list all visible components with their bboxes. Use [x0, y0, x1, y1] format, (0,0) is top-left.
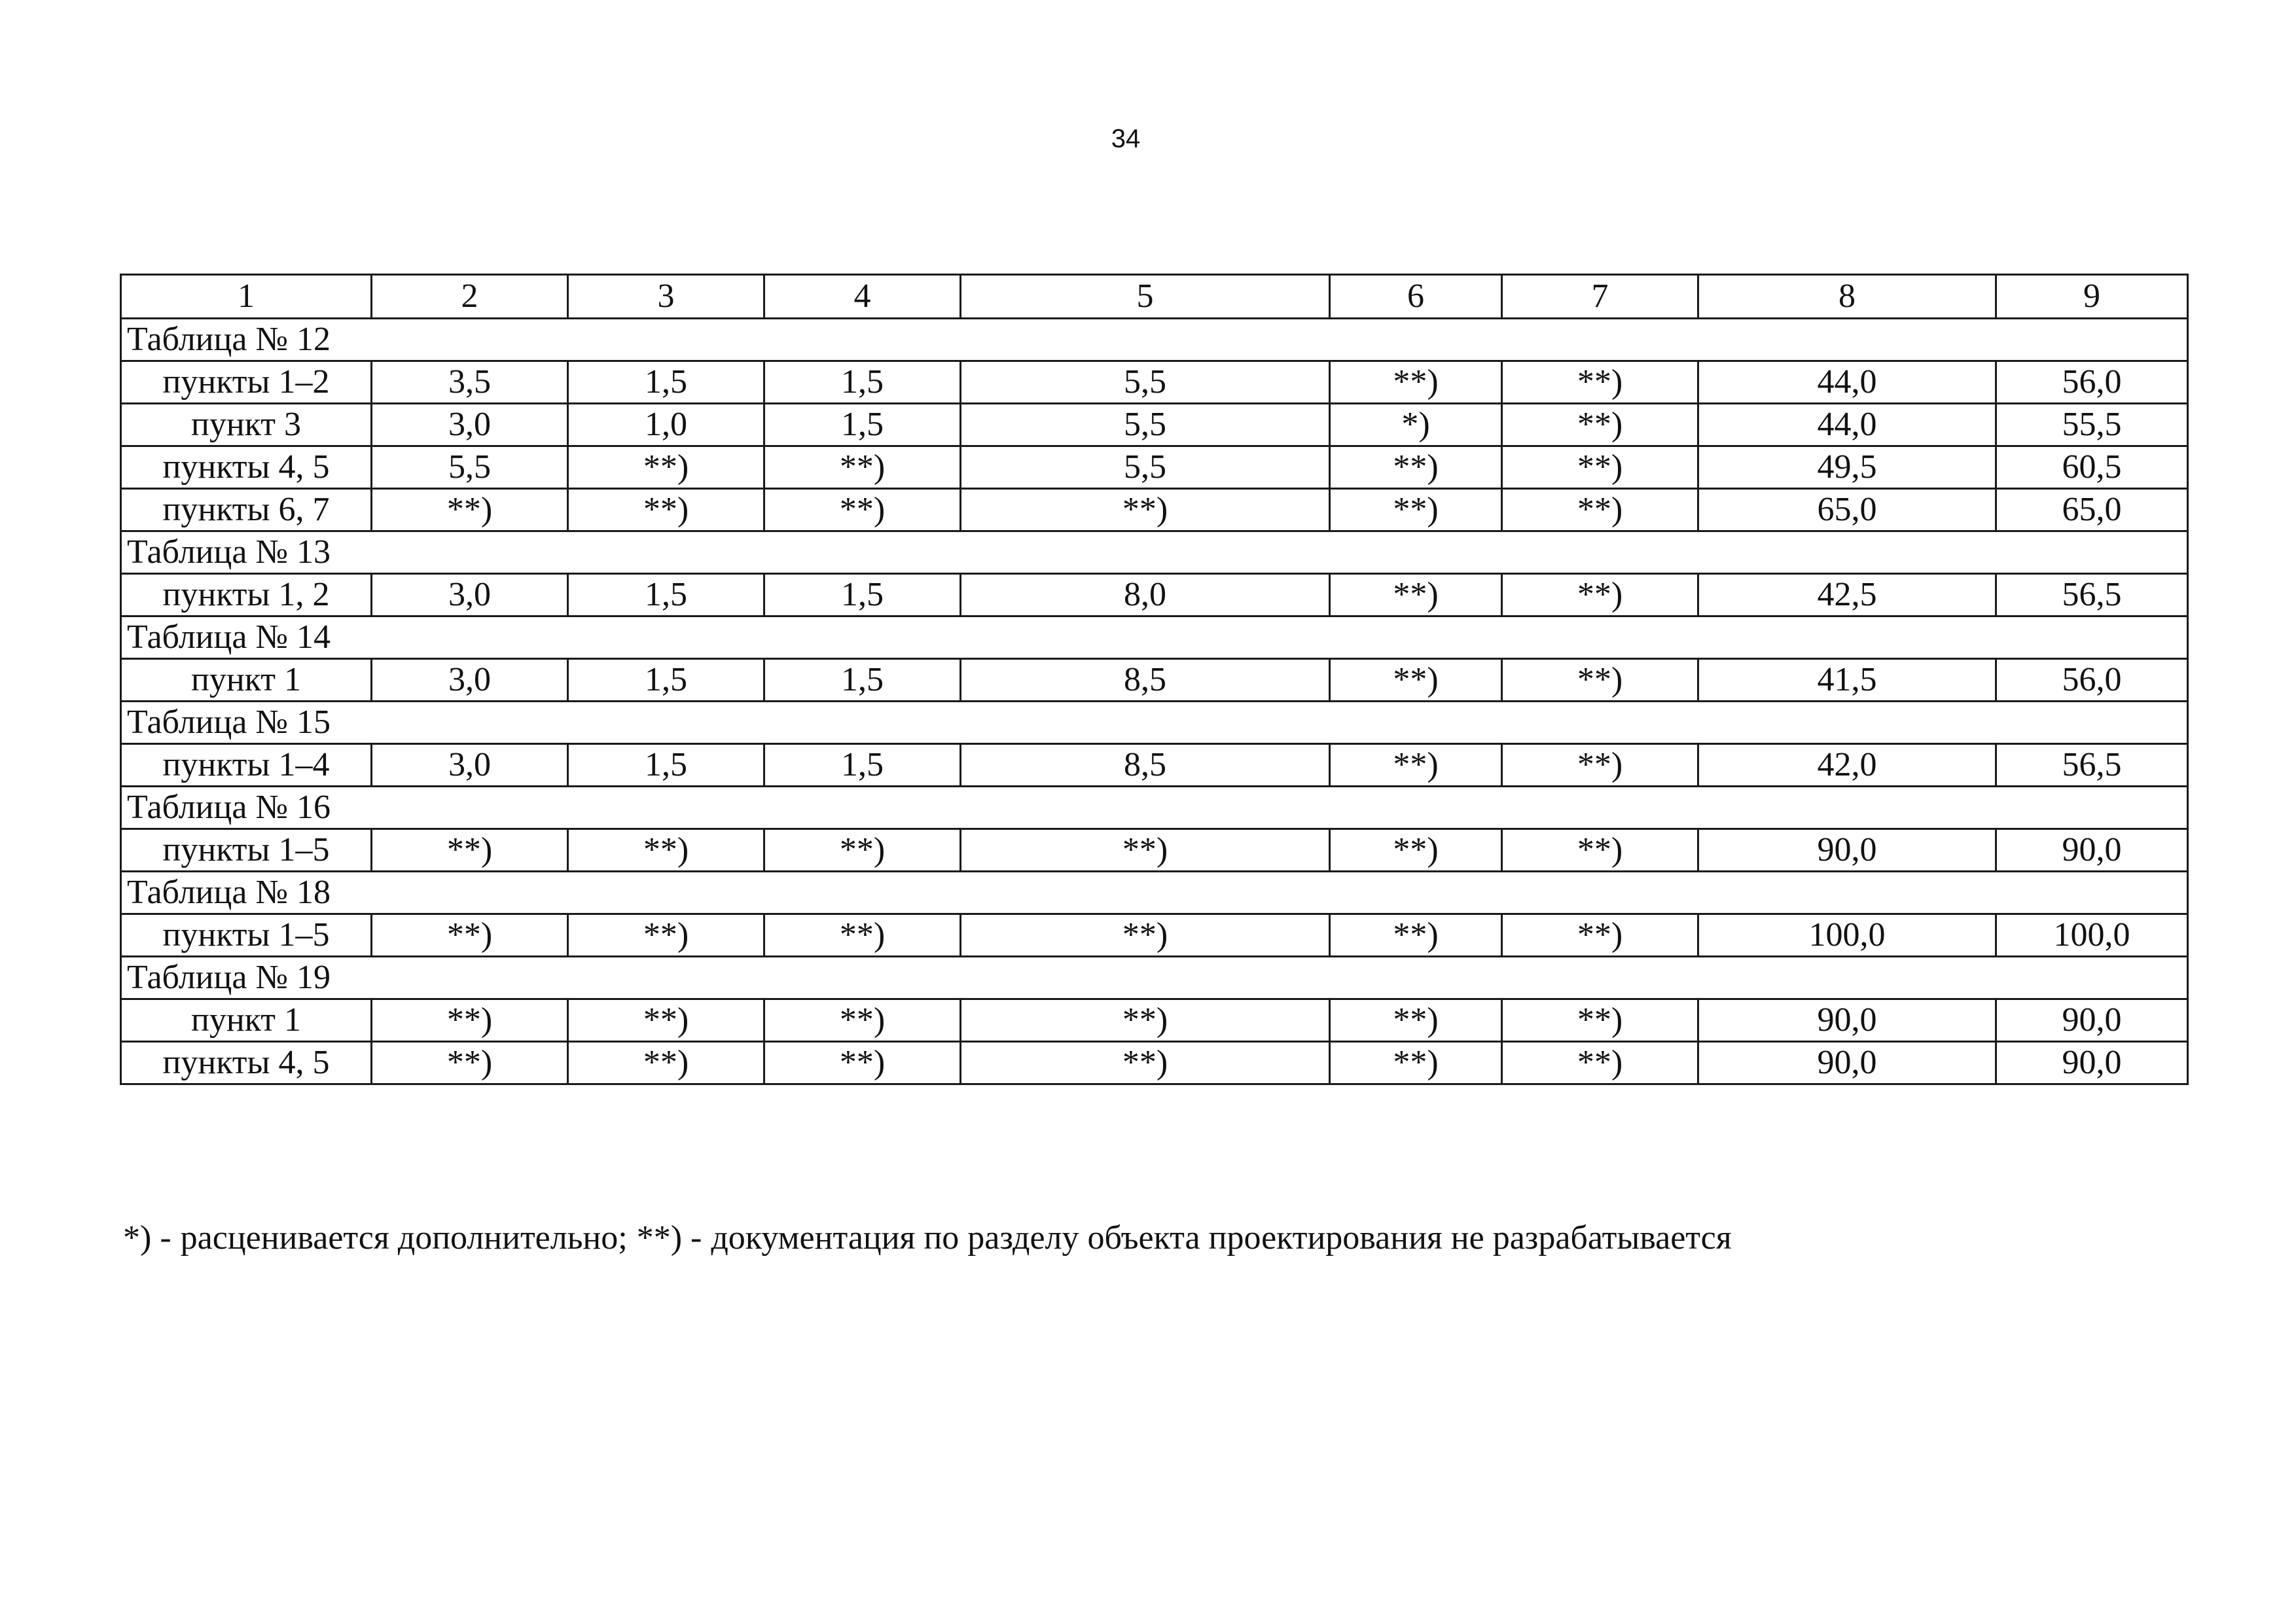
- section-title: Таблица № 13: [121, 531, 2188, 574]
- cell-col-8: 90,0: [1698, 829, 1996, 872]
- cell-col-4: 1,5: [764, 404, 961, 446]
- cell-col-5: 8,5: [961, 659, 1330, 702]
- cell-col-2: 3,0: [372, 404, 568, 446]
- row-label: пункты 1–5: [121, 829, 372, 872]
- cell-col-5: 8,5: [961, 744, 1330, 787]
- table-row: [121, 404, 2188, 446]
- cell-col-2: 3,5: [372, 361, 568, 404]
- cell-col-5: 8,0: [961, 574, 1330, 616]
- row-label: пункты 4, 5: [121, 1042, 372, 1084]
- cell-col-2: **): [372, 1042, 568, 1084]
- cell-col-6: *): [1330, 404, 1502, 446]
- section-title-row: [121, 872, 2188, 914]
- cell-col-7: **): [1502, 914, 1698, 957]
- cell-col-4: **): [764, 489, 961, 531]
- footnote-text-single: расценивается дополнительно;: [180, 1219, 628, 1257]
- cell-col-2: **): [372, 999, 568, 1042]
- column-header-4: 4: [764, 275, 961, 319]
- row-label: пункт 3: [121, 404, 372, 446]
- page-number: 34: [1111, 124, 1141, 153]
- cell-col-4: **): [764, 829, 961, 872]
- column-header-7: 7: [1502, 275, 1698, 319]
- cell-col-9: 56,0: [1996, 659, 2188, 702]
- row-label: пункты 1, 2: [121, 574, 372, 616]
- cell-col-5: **): [961, 829, 1330, 872]
- cell-col-4: 1,5: [764, 744, 961, 787]
- cell-col-3: 1,5: [568, 659, 764, 702]
- cell-col-9: 56,5: [1996, 744, 2188, 787]
- footnote-marker-single: *) -: [123, 1219, 171, 1257]
- cell-col-8: 65,0: [1698, 489, 1996, 531]
- cell-col-6: **): [1330, 489, 1502, 531]
- cell-col-8: 41,5: [1698, 659, 1996, 702]
- cell-col-4: **): [764, 914, 961, 957]
- cell-col-6: **): [1330, 999, 1502, 1042]
- table-row: [121, 659, 2188, 702]
- cell-col-3: **): [568, 999, 764, 1042]
- cell-col-3: **): [568, 1042, 764, 1084]
- table-body: [121, 275, 2188, 1084]
- table-row: [121, 574, 2188, 616]
- cell-col-8: 49,5: [1698, 446, 1996, 489]
- cell-col-5: 5,5: [961, 446, 1330, 489]
- cell-col-2: **): [372, 829, 568, 872]
- cell-col-6: **): [1330, 1042, 1502, 1084]
- cell-col-9: 65,0: [1996, 489, 2188, 531]
- column-header-9: 9: [1996, 275, 2188, 319]
- column-header-8: 8: [1698, 275, 1996, 319]
- cell-col-7: **): [1502, 574, 1698, 616]
- column-header-5: 5: [961, 275, 1330, 319]
- cell-col-2: **): [372, 914, 568, 957]
- section-title-row: [121, 787, 2188, 829]
- section-title-row: [121, 957, 2188, 999]
- cell-col-8: 42,0: [1698, 744, 1996, 787]
- cell-col-3: **): [568, 489, 764, 531]
- table-row: [121, 361, 2188, 404]
- cell-col-9: 55,5: [1996, 404, 2188, 446]
- table-header-row: [121, 275, 2188, 319]
- cell-col-9: 100,0: [1996, 914, 2188, 957]
- footnote-marker-double: **) -: [636, 1219, 702, 1257]
- table-row: [121, 914, 2188, 957]
- section-title: Таблица № 15: [121, 702, 2188, 744]
- cell-col-4: **): [764, 999, 961, 1042]
- row-label: пункты 4, 5: [121, 446, 372, 489]
- cell-col-6: **): [1330, 446, 1502, 489]
- cell-col-9: 60,5: [1996, 446, 2188, 489]
- cell-col-3: **): [568, 829, 764, 872]
- row-label: пункты 1–2: [121, 361, 372, 404]
- cell-col-3: **): [568, 446, 764, 489]
- cell-col-7: **): [1502, 1042, 1698, 1084]
- cell-col-6: **): [1330, 914, 1502, 957]
- cell-col-3: **): [568, 914, 764, 957]
- cell-col-7: **): [1502, 999, 1698, 1042]
- row-label: пункты 1–4: [121, 744, 372, 787]
- cell-col-2: 3,0: [372, 659, 568, 702]
- table-row: [121, 1042, 2188, 1084]
- cell-col-8: 90,0: [1698, 999, 1996, 1042]
- cell-col-9: 56,0: [1996, 361, 2188, 404]
- table-row: [121, 489, 2188, 531]
- cell-col-7: **): [1502, 361, 1698, 404]
- row-label: пункт 1: [121, 659, 372, 702]
- cell-col-5: **): [961, 489, 1330, 531]
- cell-col-5: **): [961, 914, 1330, 957]
- cell-col-3: 1,5: [568, 574, 764, 616]
- cell-col-4: 1,5: [764, 659, 961, 702]
- column-header-6: 6: [1330, 275, 1502, 319]
- cell-col-2: 3,0: [372, 574, 568, 616]
- cell-col-7: **): [1502, 744, 1698, 787]
- cell-col-9: 56,5: [1996, 574, 2188, 616]
- table-row: [121, 999, 2188, 1042]
- table-row: [121, 446, 2188, 489]
- cell-col-6: **): [1330, 829, 1502, 872]
- cell-col-6: **): [1330, 574, 1502, 616]
- cell-col-3: 1,5: [568, 361, 764, 404]
- cell-col-8: 42,5: [1698, 574, 1996, 616]
- column-header-3: 3: [568, 275, 764, 319]
- cell-col-9: 90,0: [1996, 999, 2188, 1042]
- cell-col-8: 90,0: [1698, 1042, 1996, 1084]
- section-title-row: [121, 616, 2188, 659]
- price-table: [120, 274, 2189, 1085]
- cell-col-2: **): [372, 489, 568, 531]
- cell-col-7: **): [1502, 404, 1698, 446]
- table-row: [121, 829, 2188, 872]
- cell-col-6: **): [1330, 744, 1502, 787]
- cell-col-4: 1,5: [764, 574, 961, 616]
- row-label: пункты 1–5: [121, 914, 372, 957]
- cell-col-5: 5,5: [961, 404, 1330, 446]
- cell-col-4: **): [764, 1042, 961, 1084]
- section-title: Таблица № 12: [121, 319, 2188, 361]
- cell-col-8: 100,0: [1698, 914, 1996, 957]
- row-label: пункты 6, 7: [121, 489, 372, 531]
- row-label: пункт 1: [121, 999, 372, 1042]
- cell-col-2: 3,0: [372, 744, 568, 787]
- cell-col-7: **): [1502, 489, 1698, 531]
- cell-col-4: **): [764, 446, 961, 489]
- section-title-row: [121, 319, 2188, 361]
- cell-col-7: **): [1502, 659, 1698, 702]
- section-title: Таблица № 18: [121, 872, 2188, 914]
- cell-col-9: 90,0: [1996, 829, 2188, 872]
- cell-col-2: 5,5: [372, 446, 568, 489]
- cell-col-8: 44,0: [1698, 404, 1996, 446]
- cell-col-6: **): [1330, 659, 1502, 702]
- footnote-text-double: документация по разделу объекта проектирования не разрабатывается: [711, 1219, 1732, 1257]
- section-title-row: [121, 531, 2188, 574]
- column-header-2: 2: [372, 275, 568, 319]
- cell-col-5: 5,5: [961, 361, 1330, 404]
- cell-col-3: 1,5: [568, 744, 764, 787]
- cell-col-6: **): [1330, 361, 1502, 404]
- table-row: [121, 744, 2188, 787]
- column-header-1: 1: [121, 275, 372, 319]
- cell-col-7: **): [1502, 829, 1698, 872]
- cell-col-3: 1,0: [568, 404, 764, 446]
- section-title-row: [121, 702, 2188, 744]
- section-title: Таблица № 16: [121, 787, 2188, 829]
- section-title: Таблица № 19: [121, 957, 2188, 999]
- section-title: Таблица № 14: [121, 616, 2188, 659]
- cell-col-7: **): [1502, 446, 1698, 489]
- cell-col-9: 90,0: [1996, 1042, 2188, 1084]
- cell-col-5: **): [961, 999, 1330, 1042]
- cell-col-8: 44,0: [1698, 361, 1996, 404]
- cell-col-5: **): [961, 1042, 1330, 1084]
- cell-col-4: 1,5: [764, 361, 961, 404]
- footnote: [123, 1219, 1741, 1257]
